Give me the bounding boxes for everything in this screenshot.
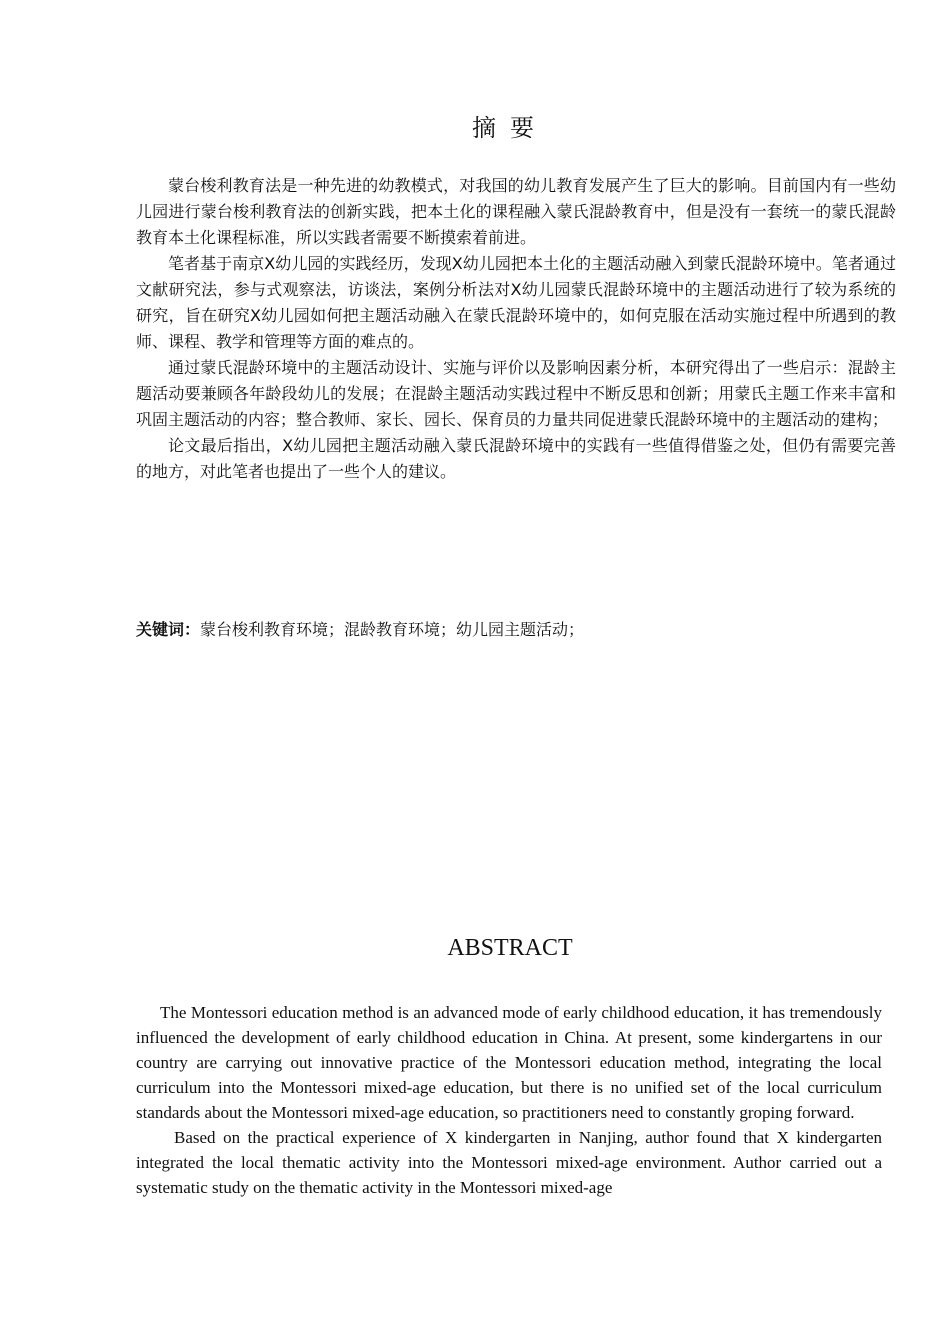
chinese-abstract-paragraph-4: 论文最后指出，X幼儿园把主题活动融入蒙氏混龄环境中的实践有一些值得借鉴之处，但仍有需要完善的地方，对此笔者也提出了一些个人的建议。 — [136, 436, 896, 481]
english-abstract-paragraph-1: The Montessori education method is an advanced mode of early childhood education, it has tremendously influenced the development of early childhood education in China. At present, some kindergartens in our country are carrying out innovative practice of the Montessori education method, integrating the local curriculum into the Montessori mixed-age education, but there is no unified set of the local curriculum standards about the Montessori mixed-age education, so practitioners need to constantly groping forward. — [136, 1003, 882, 1122]
chinese-abstract-paragraph-1: 蒙台梭利教育法是一种先进的幼教模式，对我国的幼儿教育发展产生了巨大的影响。目前国内有一些幼儿园进行蒙台梭利教育法的创新实践，把本土化的课程融入蒙氏混龄教育中，但是没有一套统一的蒙氏混龄教育本土化课程标准，所以实践者需要不断摸索着前进。 — [136, 176, 896, 247]
english-abstract-paragraph-2: Based on the practical experience of X kindergarten in Nanjing, author found that X kindergarten integrated the local thematic activity into the Montessori mixed-age environment. Author carried out a systematic study on the thematic activity in the Montessori mixed-age — [136, 1128, 882, 1197]
keywords-text: 蒙台梭利教育环境；混龄教育环境；幼儿园主题活动； — [200, 620, 585, 639]
chinese-abstract-title: 摘要 — [472, 114, 548, 142]
keywords-line — [136, 618, 896, 642]
chinese-abstract-paragraph-2: 笔者基于南京X幼儿园的实践经历，发现X幼儿园把本土化的主题活动融入到蒙氏混龄环境中。笔者通过文献研究法，参与式观察法，访谈法，案例分析法对X幼儿园蒙氏混龄环境中的主题活动进行了较为系统的研究，旨在研究X幼儿园如何把主题活动融入在蒙氏混龄环境中的，如何克服在活动实施过程中所遇到的教师、课程、教学和管理等方面的难点的。 — [136, 254, 896, 351]
chinese-abstract-body — [136, 173, 896, 485]
english-abstract-title: ABSTRACT — [447, 935, 573, 961]
english-abstract-body — [136, 1000, 882, 1200]
chinese-abstract-paragraph-3: 通过蒙氏混龄环境中的主题活动设计、实施与评价以及影响因素分析，本研究得出了一些启示：混龄主题活动要兼顾各年龄段幼儿的发展；在混龄主题活动实践过程中不断反思和创新；用蒙氏主题工作来丰富和巩固主题活动的内容；整合教师、家长、园长、保育员的力量共同促进蒙氏混龄环境中的主题活动的建构； — [136, 358, 896, 429]
keywords-label: 关键词： — [136, 620, 201, 639]
